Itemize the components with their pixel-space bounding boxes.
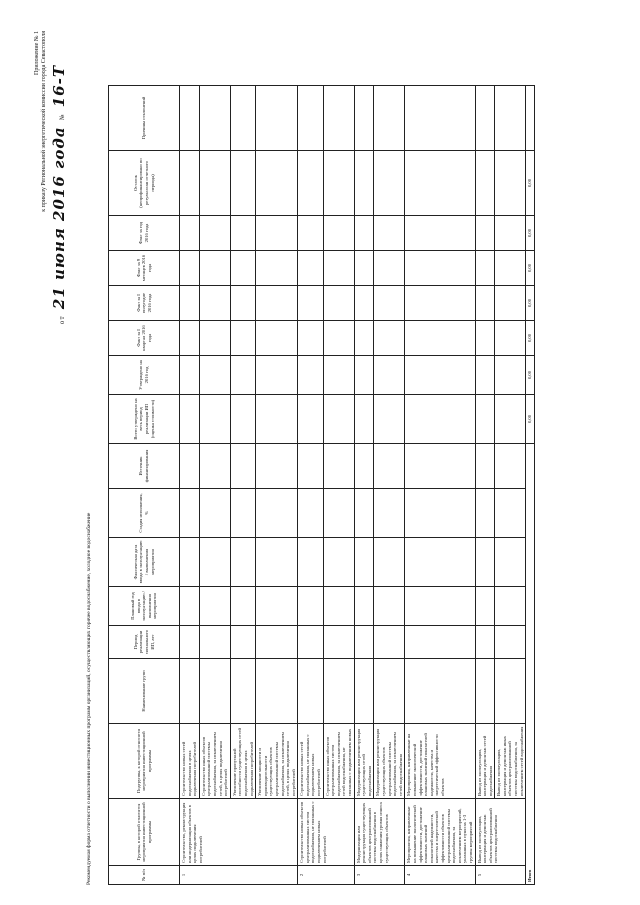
empty-cell [354, 395, 374, 444]
empty-cell [256, 286, 298, 321]
document-header [30, 25, 110, 885]
empty-cell [256, 626, 298, 659]
empty-cell [256, 659, 298, 724]
empty-cell [405, 659, 475, 724]
empty-cell [298, 395, 323, 444]
empty-cell [405, 321, 475, 356]
empty-cell [230, 286, 255, 321]
empty-cell [199, 286, 230, 321]
empty-cell [495, 151, 526, 216]
empty-cell [298, 321, 323, 356]
empty-cell [298, 251, 323, 286]
empty-cell [374, 86, 405, 151]
table-row [374, 86, 405, 885]
empty-cell [180, 395, 200, 444]
empty-cell [230, 151, 255, 216]
empty-cell [230, 216, 255, 251]
report-table [108, 85, 535, 885]
empty-cell [354, 251, 374, 286]
empty-cell [323, 626, 354, 659]
empty-cell [323, 356, 354, 395]
table-row [256, 86, 298, 885]
table-body [180, 86, 535, 885]
empty-cell [374, 251, 405, 286]
empty-cell [495, 86, 526, 151]
empty-cell [323, 395, 354, 444]
row-number: 5 [475, 866, 526, 885]
empty-cell [323, 151, 354, 216]
empty-cell [475, 151, 495, 216]
col-year: Факт за год 2016 года [109, 216, 180, 251]
total-value: 0,00 [526, 395, 535, 444]
col-9m: Факт за 9 месяцев 2016 года [109, 251, 180, 286]
table-row [199, 86, 230, 885]
col-number: № п/п [109, 866, 180, 885]
empty-cell [354, 321, 374, 356]
empty-cell [526, 86, 535, 151]
table-row [475, 86, 495, 885]
subgroup-cell: Увеличение мощности и производительности существующих объектов централизованной системы водоснабжения, за исключением сетей, в целях подключения потребителей [256, 724, 298, 799]
empty-cell [256, 587, 298, 626]
subgroup-cell: Модернизация или реконструкция существующих сетей водоснабжения [354, 724, 374, 799]
empty-cell [495, 626, 526, 659]
subgroup-cell: Строительство новых сетей водоснабжения в целях подключения потребителей [180, 724, 200, 799]
table-row [495, 86, 526, 885]
empty-cell [475, 489, 495, 538]
empty-cell [180, 86, 200, 151]
col-remainder: Остаток (непрофинансировано по результатам отчетного периода) [109, 151, 180, 216]
empty-cell [230, 659, 255, 724]
empty-cell [354, 286, 374, 321]
empty-cell [495, 444, 526, 489]
empty-cell [199, 444, 230, 489]
empty-cell [495, 286, 526, 321]
col-fact-date: Фактическая дата ввода в эксплуатацию / выполнения мероприятия [109, 538, 180, 587]
empty-cell [180, 489, 200, 538]
empty-cell [405, 444, 475, 489]
empty-cell [475, 587, 495, 626]
empty-cell [230, 538, 255, 587]
empty-cell [199, 626, 230, 659]
table-row [405, 86, 475, 885]
empty-cell [256, 356, 298, 395]
empty-cell [354, 587, 374, 626]
empty-cell [199, 151, 230, 216]
col-group-name: Наименование групп [109, 659, 180, 724]
empty-cell [475, 356, 495, 395]
subgroup-cell: Строительство иных объектов централизованных систем водоснабжения, за исключением сетей водоснабжения, не связанных с подключением новых [323, 724, 354, 799]
empty-cell [199, 538, 230, 587]
empty-cell [323, 538, 354, 587]
empty-cell [199, 395, 230, 444]
rotated-landscape-form [30, 25, 550, 885]
empty-cell [354, 86, 374, 151]
number-label: № [59, 113, 66, 121]
empty-cell [495, 587, 526, 626]
empty-cell [405, 151, 475, 216]
empty-cell [323, 286, 354, 321]
empty-cell [495, 659, 526, 724]
empty-cell [180, 321, 200, 356]
empty-cell [298, 86, 323, 151]
empty-cell [374, 356, 405, 395]
total-value: 0,00 [526, 356, 535, 395]
empty-cell [405, 395, 475, 444]
col-reasons: Причины отклонений [109, 86, 180, 151]
col-subgroup: Подгруппы, к которой относятся мероприятия инвестиционной программы [109, 724, 180, 799]
subgroup-cell: Увеличение пропускной способности существующих сетей водоснабжения в целях подключения потребителей [230, 724, 255, 799]
empty-cell [199, 489, 230, 538]
empty-cell [475, 626, 495, 659]
empty-cell [405, 587, 475, 626]
empty-cell [323, 86, 354, 151]
empty-cell [354, 489, 374, 538]
empty-cell [230, 626, 255, 659]
empty-cell [323, 444, 354, 489]
total-value: 0,00 [526, 216, 535, 251]
empty-cell [495, 216, 526, 251]
empty-cell [199, 86, 230, 151]
row-number: 4 [405, 866, 475, 885]
order-reference: к приказу Региональной энергетической комиссии города Севастополя [41, 31, 47, 212]
row-number: 3 [354, 866, 405, 885]
empty-cell [374, 626, 405, 659]
empty-cell [374, 151, 405, 216]
empty-cell [256, 251, 298, 286]
empty-cell [495, 251, 526, 286]
empty-cell [495, 395, 526, 444]
group-cell: Строительство новых объектов централизованных систем водоснабжения, не связанных с подключением новых потребителей [298, 799, 354, 866]
empty-cell [256, 395, 298, 444]
empty-cell [475, 286, 495, 321]
empty-cell [354, 356, 374, 395]
empty-cell [298, 489, 323, 538]
empty-cell [199, 356, 230, 395]
group-cell: Мероприятия, направленные на повышение экологической эффективности, достижение плановых значений показателей надежности, качества и энергетической эффективности объектов централизованной системы водоснабжения, за исключением мероприятий, указанных в пунктах 1-3 группы мероприятий [405, 799, 475, 866]
from-label: от [59, 315, 66, 325]
col-source: Источник финансирования [109, 444, 180, 489]
empty-cell [180, 151, 200, 216]
empty-cell [475, 216, 495, 251]
table-row [298, 86, 323, 885]
empty-cell [298, 356, 323, 395]
row-number: 1 [180, 866, 298, 885]
empty-cell [323, 216, 354, 251]
empty-cell [405, 489, 475, 538]
group-cell: Строительство, реконструкция или модернизация объектов в целях подключения потребителей [180, 799, 298, 866]
empty-cell [256, 321, 298, 356]
empty-cell [323, 587, 354, 626]
empty-cell [475, 321, 495, 356]
total-label: Итого [526, 444, 535, 885]
empty-cell [199, 659, 230, 724]
col-plan-year: Плановый год ввода в эксплуатацию / выполнения мероприятия [109, 587, 180, 626]
empty-cell [256, 86, 298, 151]
empty-cell [199, 216, 230, 251]
empty-cell [230, 321, 255, 356]
empty-cell [323, 251, 354, 286]
empty-cell [354, 659, 374, 724]
col-q1: Факт за I квартал 2016 года [109, 321, 180, 356]
empty-cell [495, 538, 526, 587]
total-value: 0,00 [526, 286, 535, 321]
empty-cell [374, 659, 405, 724]
total-value: 0,00 [526, 151, 535, 216]
empty-cell [180, 251, 200, 286]
empty-cell [475, 86, 495, 151]
empty-cell [230, 86, 255, 151]
empty-cell [180, 626, 200, 659]
col-h1: Факт за I полугодие 2016 года [109, 286, 180, 321]
empty-cell [475, 395, 495, 444]
empty-cell [180, 659, 200, 724]
empty-cell [323, 659, 354, 724]
empty-cell [256, 538, 298, 587]
empty-cell [405, 538, 475, 587]
group-cell: Модернизация или реконструкция существующих объектов централизованной системы водоснабжения в целях снижения уровня износа существующих объектов [354, 799, 405, 866]
empty-cell [298, 538, 323, 587]
empty-cell [180, 216, 200, 251]
subgroup-cell: Строительство новых сетей водоснабжения, не связанных с подключением новых потребителей [298, 724, 323, 799]
empty-cell [405, 216, 475, 251]
empty-cell [180, 587, 200, 626]
empty-cell [354, 538, 374, 587]
empty-cell [298, 626, 323, 659]
empty-cell [475, 444, 495, 489]
empty-cell [323, 489, 354, 538]
table-row [230, 86, 255, 885]
empty-cell [298, 151, 323, 216]
empty-cell [180, 356, 200, 395]
col-approved-2016: Утверждено на 2016 год [109, 356, 180, 395]
empty-cell [354, 216, 374, 251]
empty-cell [230, 356, 255, 395]
empty-cell [374, 587, 405, 626]
col-total-approved: Всего утверждено на весь период реализации ИП (оценка стоимости) [109, 395, 180, 444]
total-value: 0,00 [526, 251, 535, 286]
empty-cell [256, 216, 298, 251]
subgroup-cell: Модернизация или реконструкция существующих объектов централизованной системы водоснабжения, за исключением сетей водоснабжения [374, 724, 405, 799]
empty-cell [374, 321, 405, 356]
handwritten-number: 16-Т [50, 65, 68, 108]
appendix-note [34, 31, 48, 212]
subgroup-cell: Вывод из эксплуатации, консервация и демонтаж сетей водоснабжения [475, 724, 495, 799]
subgroup-cell: Вывод из эксплуатации, консервация и демонтаж иных объектов централизованной системы водоснабжения, за исключением сетей водоснабжения [495, 724, 526, 799]
empty-cell [298, 587, 323, 626]
empty-cell [495, 356, 526, 395]
subgroup-cell: Строительство иных объектов централизованной системы водоснабжения, за исключением сетей, в целях подключения потребителей [199, 724, 230, 799]
table-row [180, 86, 200, 885]
empty-cell [199, 251, 230, 286]
empty-cell [405, 251, 475, 286]
empty-cell [354, 151, 374, 216]
handwritten-date [50, 65, 68, 324]
empty-cell [374, 286, 405, 321]
empty-cell [405, 356, 475, 395]
empty-cell [323, 321, 354, 356]
empty-cell [199, 321, 230, 356]
subgroup-cell: Мероприятия, направленные на повышение экологической эффективности, достижение плановых значений показателей надежности, качества и энергетической эффективности объектов [405, 724, 475, 799]
appendix-number: Приложение № 1 [34, 31, 40, 75]
empty-cell [180, 538, 200, 587]
empty-cell [405, 286, 475, 321]
empty-cell [475, 659, 495, 724]
empty-cell [298, 659, 323, 724]
empty-cell [405, 626, 475, 659]
col-stage: Стадия исполнения, % [109, 489, 180, 538]
empty-cell [256, 489, 298, 538]
col-group: Группы, в которой относятся мероприятия инвестиционной программы [109, 799, 180, 866]
empty-cell [230, 395, 255, 444]
handwritten-date-text: 21 июня 2016 года [50, 126, 68, 310]
empty-cell [405, 86, 475, 151]
empty-cell [354, 626, 374, 659]
empty-cell [475, 538, 495, 587]
total-value: 0,00 [526, 321, 535, 356]
empty-cell [256, 151, 298, 216]
col-period: Период реализации сигнального ИП, лет [109, 626, 180, 659]
empty-cell [180, 286, 200, 321]
empty-cell [374, 444, 405, 489]
empty-cell [230, 251, 255, 286]
table-row [354, 86, 374, 885]
empty-cell [230, 444, 255, 489]
form-title: Рекомендуемая форма отчетности о выполнении инвестиционных программ организаций, осуществляющих горячее водоснабжение, холодное водоснабжение [86, 512, 92, 885]
table-row [323, 86, 354, 885]
empty-cell [495, 321, 526, 356]
empty-cell [495, 489, 526, 538]
empty-cell [374, 489, 405, 538]
empty-cell [230, 587, 255, 626]
empty-cell [374, 395, 405, 444]
empty-cell [180, 444, 200, 489]
empty-cell [298, 216, 323, 251]
empty-cell [374, 538, 405, 587]
row-number: 2 [298, 866, 354, 885]
empty-cell [256, 444, 298, 489]
empty-cell [230, 489, 255, 538]
empty-cell [475, 251, 495, 286]
empty-cell [374, 216, 405, 251]
empty-cell [199, 587, 230, 626]
empty-cell [298, 444, 323, 489]
group-cell: Вывод из эксплуатации, консервация и демонтаж объектов централизованной системы водоснабжения [475, 799, 526, 866]
total-row [526, 86, 535, 885]
empty-cell [298, 286, 323, 321]
empty-cell [354, 444, 374, 489]
table-header-row [109, 86, 180, 885]
